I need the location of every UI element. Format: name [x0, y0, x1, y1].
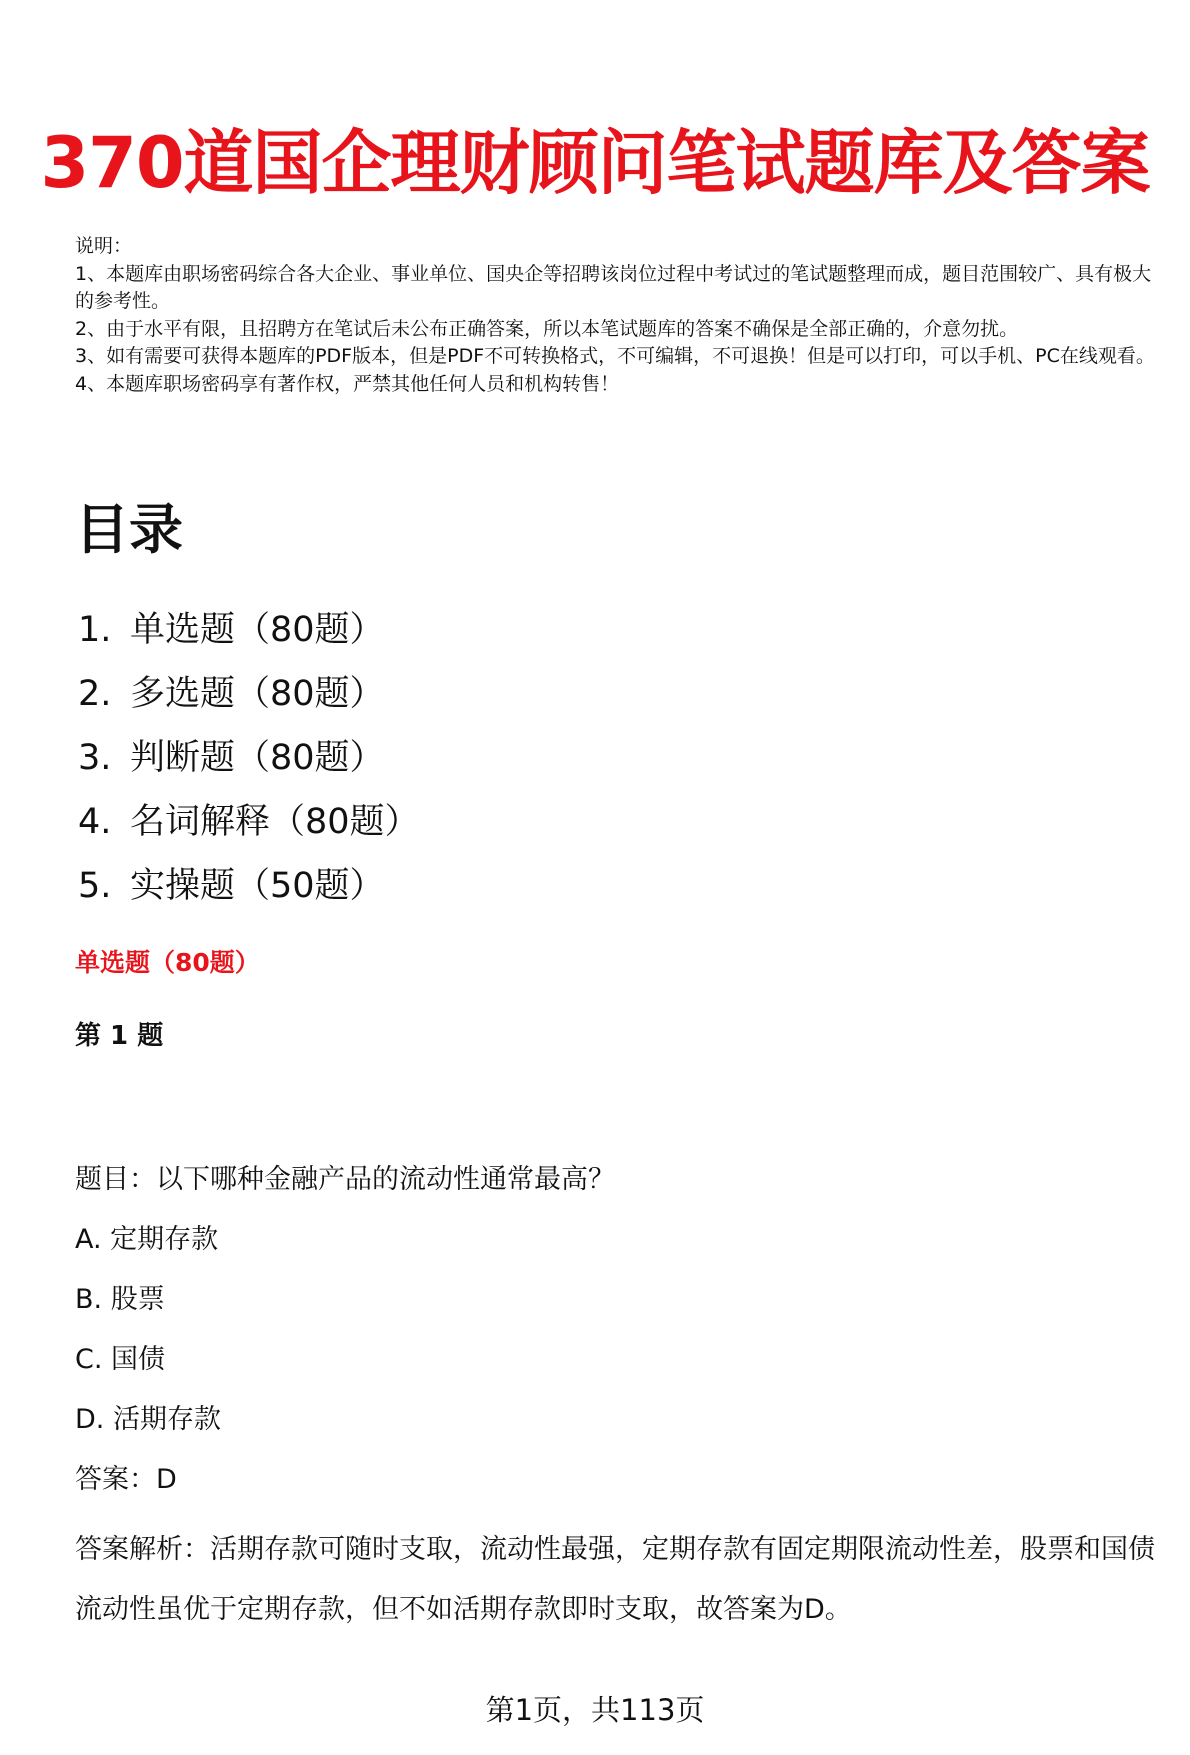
question-block [75, 1160, 1165, 1640]
toc-item-number: 5. [78, 866, 112, 906]
option-a: A. 定期存款 [75, 1224, 219, 1255]
toc-heading: 目录 [75, 498, 183, 561]
notes-heading: 说明： [75, 235, 133, 257]
toc-item-label: 单选题（80题） [130, 610, 385, 650]
toc-list [78, 598, 420, 918]
answer-text: 答案：D [75, 1464, 177, 1495]
toc-item-practical [78, 854, 420, 918]
toc-item-true-false [78, 726, 420, 790]
page-footer: 第1页，共113页 [485, 1693, 705, 1727]
option-b: B. 股票 [75, 1284, 165, 1315]
toc-item-label: 判断题（80题） [130, 738, 385, 778]
note-item-2: 2、由于水平有限，且招聘方在笔试后未公布正确答案，所以本笔试题库的答案不确保是全部正确的，介意勿扰。 [75, 317, 1019, 340]
note-item-1: 1、本题库由职场密码综合各大企业、事业单位、国央企等招聘该岗位过程中考试过的笔试题整理而成，题目范围较广、具有极大的参考性。 [75, 262, 1152, 312]
toc-item-multiple-choice [78, 662, 420, 726]
toc-item-number: 2. [78, 674, 112, 714]
notes-block [75, 233, 1155, 398]
toc-item-number: 1. [78, 610, 112, 650]
toc-item-term-definitions [78, 790, 420, 854]
note-item-4: 4、本题库职场密码享有著作权，严禁其他任何人员和机构转售！ [75, 372, 620, 395]
toc-item-label: 多选题（80题） [130, 674, 385, 714]
toc-item-number: 4. [78, 802, 112, 842]
question-number: 第 1 题 [75, 1021, 164, 1051]
document-title: 370道国企理财顾问笔试题库及答案 [40, 122, 1150, 204]
option-d: D. 活期存款 [75, 1404, 221, 1435]
section-title: 单选题（80题） [75, 948, 260, 977]
note-item-3: 3、如有需要可获得本题库的PDF版本，但是PDF不可转换格式，不可编辑，不可退换！但是可以打印，可以手机、PC在线观看。 [75, 345, 1155, 367]
question-text: 题目：以下哪种金融产品的流动性通常最高？ [75, 1164, 615, 1195]
toc-item-label: 名词解释（80题） [130, 802, 420, 842]
toc-item-number: 3. [78, 738, 112, 778]
toc-item-single-choice [78, 598, 420, 662]
toc-item-label: 实操题（50题） [130, 866, 385, 906]
answer-explanation: 答案解析：活期存款可随时支取，流动性最强，定期存款有固定期限流动性差，股票和国债流动性虽优于定期存款，但不如活期存款即时支取，故答案为D。 [75, 1534, 1155, 1625]
option-c: C. 国债 [75, 1344, 166, 1375]
